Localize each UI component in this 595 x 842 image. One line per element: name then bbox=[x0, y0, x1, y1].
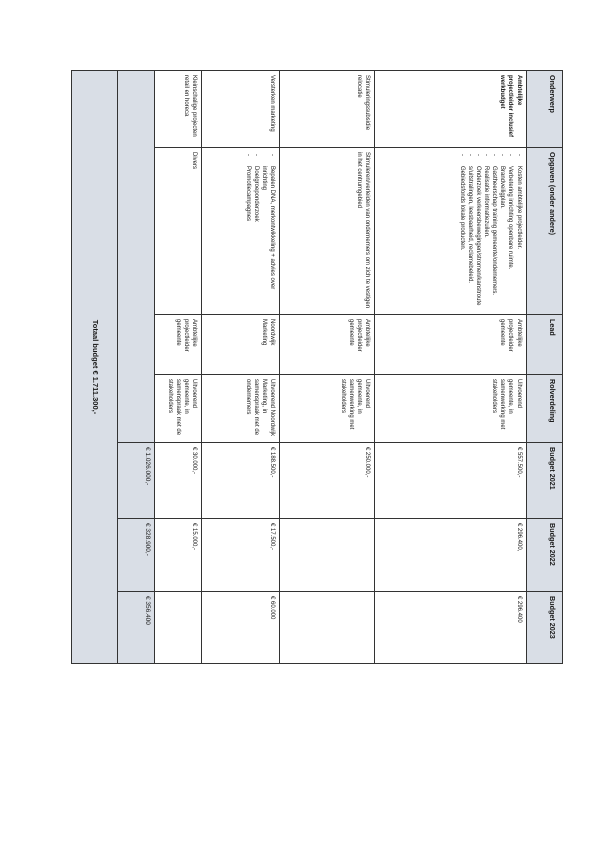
cell-lead: Ambtelijke projectleider gemeente bbox=[154, 315, 202, 375]
list-item: - Verbetering inrichting openbare ruimte. bbox=[506, 152, 514, 310]
task-list bbox=[244, 152, 276, 310]
cell-lead: Ambtelijke projectleider gemeente bbox=[280, 315, 375, 375]
rotated-page-stage bbox=[71, 70, 563, 663]
list-item: - Promotiecampagnes bbox=[244, 152, 252, 310]
list-item: - Brandveiligplan. bbox=[498, 152, 506, 310]
list-item: - Realisatie informatiezuilen. bbox=[482, 152, 490, 310]
cell-lead: Noordwijk Marketing bbox=[202, 315, 280, 375]
list-item: - Kosten ambtelijke projectleider. bbox=[514, 152, 522, 310]
header-rolverdeling: Rolverdeling bbox=[526, 375, 562, 443]
cell-onderwerp: Stimuleringssubsidie relocatie bbox=[280, 71, 375, 148]
list-item: - Gastheerschap training gemeente/ondernemers. bbox=[490, 152, 498, 310]
cell-budget-2022: € 17.500,- bbox=[202, 519, 280, 592]
cell-budget-2023: € 60.000 bbox=[202, 592, 280, 664]
cell-budget-2022 bbox=[280, 519, 375, 592]
cell-rolverdeling: Uitvoerend gemeente, in samenspraak met de stakeholders bbox=[154, 375, 202, 443]
cell-onderwerp: Ambtelijke projectleider inclusief werkbudget bbox=[374, 71, 526, 148]
header-budget-2021: Budget 2021 bbox=[526, 443, 562, 519]
cell-budget-2021: € 557.500,- bbox=[374, 443, 526, 519]
cell-opgaven bbox=[374, 148, 526, 315]
cell-budget-2021: € 188.500,- bbox=[202, 443, 280, 519]
cell-rolverdeling: Uitvoerend gemeente, in samenwerking met stakeholders bbox=[280, 375, 375, 443]
cell-opgaven: Stimuleren/verleiden van ondernemers om zich te vestigen in het centrumgebied bbox=[280, 148, 375, 315]
rotated-table-wrapper bbox=[71, 70, 563, 663]
list-item: - s/uitstralingen, leesbaarheid, reclamebeleid. bbox=[466, 152, 474, 310]
list-item: - Onderzoek verkeersbewegingen/stromen/kanstroute bbox=[474, 152, 482, 310]
cell-budget-2023 bbox=[280, 592, 375, 664]
table-row bbox=[154, 71, 202, 664]
list-item: - Bepalen DNA, merkontwikkeling + advies over inrichting bbox=[260, 152, 276, 310]
list-item: - Gebiedsfonds lokale producten. bbox=[458, 152, 466, 310]
cell-onderwerp: Versterken marketing bbox=[202, 71, 280, 148]
table-row bbox=[202, 71, 280, 664]
subtotal-2021: € 1.026.000,- bbox=[118, 443, 154, 519]
list-item: - Doelgroeponderzoek bbox=[252, 152, 260, 310]
task-list bbox=[458, 152, 523, 310]
cell-budget-2023: € 296.400 bbox=[374, 592, 526, 664]
cell-budget-2022: € 15.000,- bbox=[154, 519, 202, 592]
cell-onderwerp: Kleinschalige projecten retail en horeca bbox=[154, 71, 202, 148]
cell-rolverdeling: Uitvoerend gemeente, in samenwerking met stakeholders bbox=[374, 375, 526, 443]
cell-budget-2022: € 296.400, bbox=[374, 519, 526, 592]
header-opgaven: Opgaven (onder andere) bbox=[526, 148, 562, 315]
cell-budget-2021: € 250.000,- bbox=[280, 443, 375, 519]
budget-table bbox=[71, 70, 563, 664]
cell-lead: Ambtelijke projectleider gemeente bbox=[374, 315, 526, 375]
subtotal-2023: € 356.400 bbox=[118, 592, 154, 664]
total-budget: Totaal budget € 1.711.300,- bbox=[72, 71, 118, 664]
cell-budget-2023 bbox=[154, 592, 202, 664]
cell-opgaven: Divers bbox=[154, 148, 202, 315]
header-budget-2023: Budget 2023 bbox=[526, 592, 562, 664]
header-onderwerp: Onderwerp bbox=[526, 71, 562, 148]
header-budget-2022: Budget 2022 bbox=[526, 519, 562, 592]
table-header-row bbox=[526, 71, 562, 664]
cell-rolverdeling: Uitvoerend Noordwijk Marketing, in samenspraak met de ondernemers bbox=[202, 375, 280, 443]
subtotal-2022: € 328.900,- bbox=[118, 519, 154, 592]
subtotal-spacer bbox=[118, 71, 154, 443]
cell-opgaven bbox=[202, 148, 280, 315]
subtotal-row bbox=[118, 71, 154, 664]
header-lead: Lead bbox=[526, 315, 562, 375]
table-row bbox=[374, 71, 526, 664]
total-row bbox=[72, 71, 118, 664]
table-row bbox=[280, 71, 375, 664]
cell-budget-2021: € 30.000,- bbox=[154, 443, 202, 519]
